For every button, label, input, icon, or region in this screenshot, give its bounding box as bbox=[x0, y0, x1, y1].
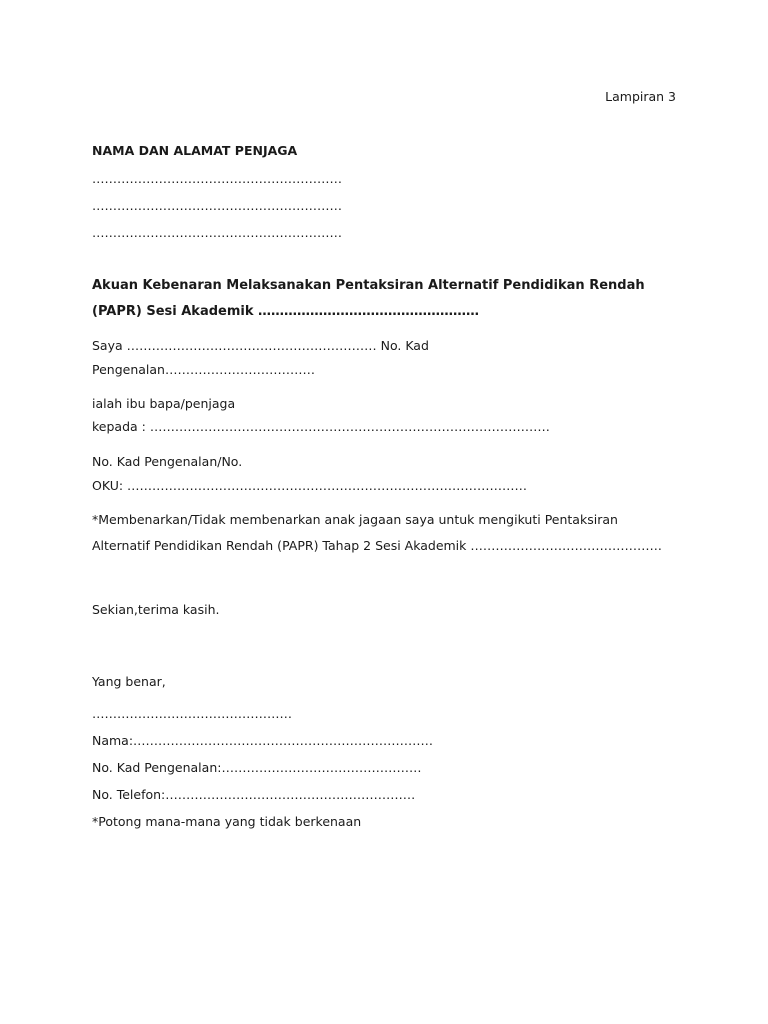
attachment-label: Lampiran 3 bbox=[605, 89, 676, 104]
phone-field: No. Telefon:…………………………………………………… bbox=[92, 787, 416, 802]
child-id-line-1: No. Kad Pengenalan/No. bbox=[92, 454, 243, 469]
declaration-line-2: Pengenalan……………………………… bbox=[92, 362, 315, 377]
signature-line: ………………………………………… bbox=[92, 706, 292, 721]
guardian-header: NAMA DAN ALAMAT PENJAGA bbox=[92, 143, 298, 158]
footnote: *Potong mana-mana yang tidak berkenaan bbox=[92, 814, 362, 829]
permission-line-1: *Membenarkan/Tidak membenarkan anak jagaan saya untuk mengikuti Pentaksiran bbox=[92, 512, 618, 527]
child-id-line-2: OKU: …………………………………………………………………………………… bbox=[92, 478, 528, 493]
declaration-line-1: Saya …………………………………………………… No. Kad bbox=[92, 338, 429, 353]
ic-field: No. Kad Pengenalan:………………………………………… bbox=[92, 760, 422, 775]
address-line-2: …………………………………………………… bbox=[92, 198, 342, 213]
parent-line-1: ialah ibu bapa/penjaga bbox=[92, 396, 236, 411]
address-line-1: …………………………………………………… bbox=[92, 171, 342, 186]
permission-line-2: Alternatif Pendidikan Rendah (PAPR) Tahap 2 Sesi Akademik ………………………………………. bbox=[92, 538, 662, 553]
title-line-1: Akuan Kebenaran Melaksanakan Pentaksiran Alternatif Pendidikan Rendah bbox=[92, 278, 645, 293]
sign-off: Yang benar, bbox=[92, 674, 166, 689]
address-line-3: …………………………………………………… bbox=[92, 225, 342, 240]
title-line-2: (PAPR) Sesi Akademik …………………………………………… bbox=[92, 304, 480, 319]
name-field: Nama:……………………………………………………………… bbox=[92, 733, 434, 748]
closing-text: Sekian,terima kasih. bbox=[92, 602, 220, 617]
parent-line-2: kepada : …………………………………………………………………………………… bbox=[92, 419, 550, 434]
